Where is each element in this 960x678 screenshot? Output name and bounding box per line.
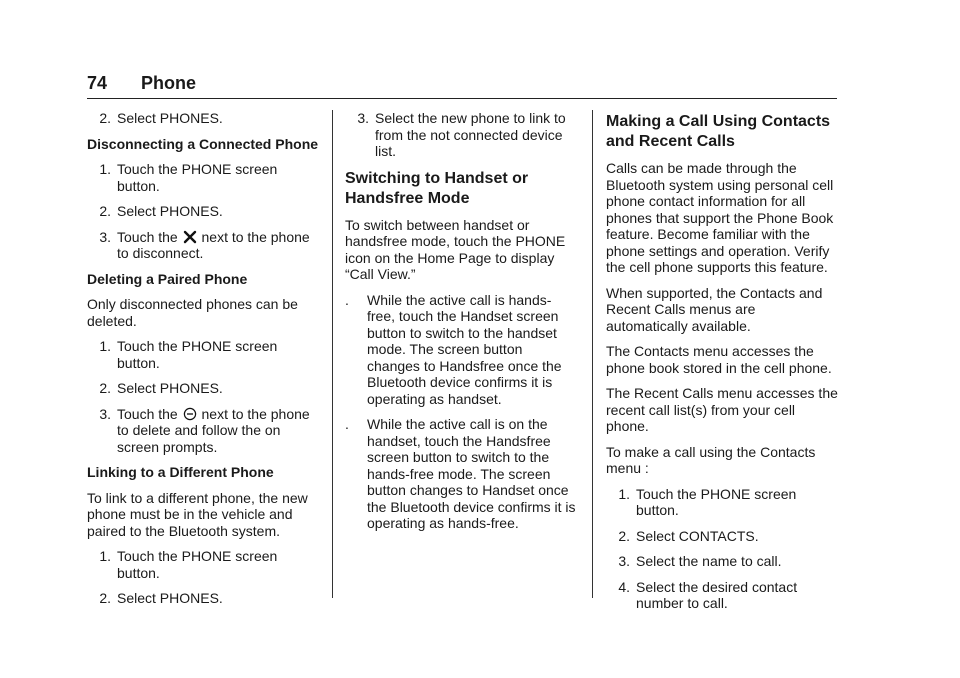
step-text: Touch the PHONE screen button.: [117, 548, 278, 581]
subheading-disconnect: Disconnecting a Connected Phone: [87, 135, 319, 152]
delete-minus-circle-icon: [183, 407, 197, 421]
paragraph: Calls can be made through the Bluetooth system using personal cell phone contact information for all phones that support the Phone Book feature. Become familiar with the phone settings and operation. Verify the cell phone supports this feature.: [606, 160, 834, 275]
column-divider-2: [592, 110, 593, 598]
subheading-link: Linking to a Different Phone: [87, 464, 274, 480]
bullet-item: [345, 292, 577, 408]
step-number: 3.: [99, 228, 111, 245]
step-text: Touch the PHONE screen button.: [117, 161, 278, 194]
step-item: [606, 486, 840, 519]
step-number: 2.: [99, 590, 111, 606]
step-number: 1.: [618, 485, 630, 502]
page-number: 74: [87, 73, 108, 93]
bullet-text: While the active call is hands-free, touch the Handset screen button to switch to the handset mode. The screen button changes to Handsfree once the Bluetooth device confirms it is operating as handset.: [367, 291, 562, 407]
step-text-post: next to the phone to disconnect.: [117, 228, 310, 261]
step-number: 1.: [99, 338, 111, 354]
step-item: [87, 380, 322, 397]
step-number: 2.: [99, 110, 111, 126]
step-number: 1.: [99, 161, 111, 177]
step-text-pre: Touch the: [117, 405, 178, 422]
step-item: [345, 110, 577, 160]
step-text: Select CONTACTS.: [636, 527, 759, 544]
step-item: [87, 110, 322, 127]
subheading-delete: Deleting a Paired Phone: [87, 270, 248, 287]
bullet-mark: .: [345, 416, 349, 432]
step-item: [87, 229, 322, 262]
step-number: 2.: [99, 380, 111, 396]
step-item: [606, 553, 840, 570]
link-intro: To link to a different phone, the new phone must be in the vehicle and paired to the Bluetooth system.: [87, 489, 308, 539]
step-item: [87, 590, 322, 607]
bullet-mark: .: [345, 291, 349, 308]
paragraph: To make a call using the Contacts menu :: [606, 443, 816, 476]
column-2: [345, 110, 577, 541]
switching-intro: To switch between handset or handsfree mode, touch the PHONE icon on the Home Page to display “Call View.”: [345, 216, 566, 282]
section-title-switching: Switching to Handset or Handsfree Mode: [345, 169, 529, 207]
step-text: [117, 229, 322, 262]
step-number: 4.: [618, 578, 630, 595]
step-text-post: next to the phone to delete and follow the on screen prompts.: [117, 405, 310, 455]
bullet-text: While the active call is on the handset, touch the Handsfree screen button to switch to the hands-free mode. The screen button changes to Handset once the Bluetooth device confirms it is operating as hands-free.: [367, 416, 576, 531]
step-text: Touch the PHONE screen button.: [636, 485, 797, 518]
section-title-making-call: Making a Call Using Contacts and Recent Calls: [606, 113, 831, 150]
paragraph: The Recent Calls menu accesses the recent call list(s) from your cell phone.: [606, 385, 838, 434]
step-item: [606, 579, 840, 612]
step-item: [87, 406, 322, 456]
page-header: [87, 70, 837, 100]
step-text: [117, 406, 322, 456]
step-number: 3.: [99, 405, 111, 422]
bullet-item: [345, 416, 577, 532]
step-text: Select the new phone to link to from the not connected device list.: [375, 110, 566, 159]
column-3: [606, 110, 840, 621]
step-number: 2.: [99, 203, 111, 219]
paragraph: The Contacts menu accesses the phone book stored in the cell phone.: [606, 343, 832, 376]
step-number: 1.: [99, 548, 111, 564]
step-text: Select the desired contact number to call.: [636, 578, 798, 611]
step-text: Select PHONES.: [117, 380, 223, 396]
step-text: Touch the PHONE screen button.: [117, 338, 278, 371]
column-1: [87, 110, 322, 616]
chapter-title: Phone: [141, 73, 197, 93]
step-number: 3.: [357, 110, 369, 126]
header-rule: [87, 98, 837, 99]
step-text: Select PHONES.: [117, 203, 223, 219]
step-text: Select the name to call.: [636, 553, 782, 569]
step-number: 3.: [618, 553, 630, 569]
step-item: [87, 203, 322, 220]
close-x-icon: [183, 230, 197, 244]
step-item: [606, 528, 840, 545]
column-divider-1: [332, 110, 333, 598]
step-text: Select PHONES.: [117, 590, 223, 606]
paragraph: When supported, the Contacts and Recent Calls menus are automatically available.: [606, 284, 823, 334]
step-number: 2.: [618, 527, 630, 544]
step-item: [87, 548, 322, 581]
step-text: Select PHONES.: [117, 110, 223, 126]
step-item: [87, 161, 322, 194]
delete-intro: Only disconnected phones can be deleted.: [87, 296, 298, 329]
step-text-pre: Touch the: [117, 228, 178, 245]
step-item: [87, 338, 322, 371]
